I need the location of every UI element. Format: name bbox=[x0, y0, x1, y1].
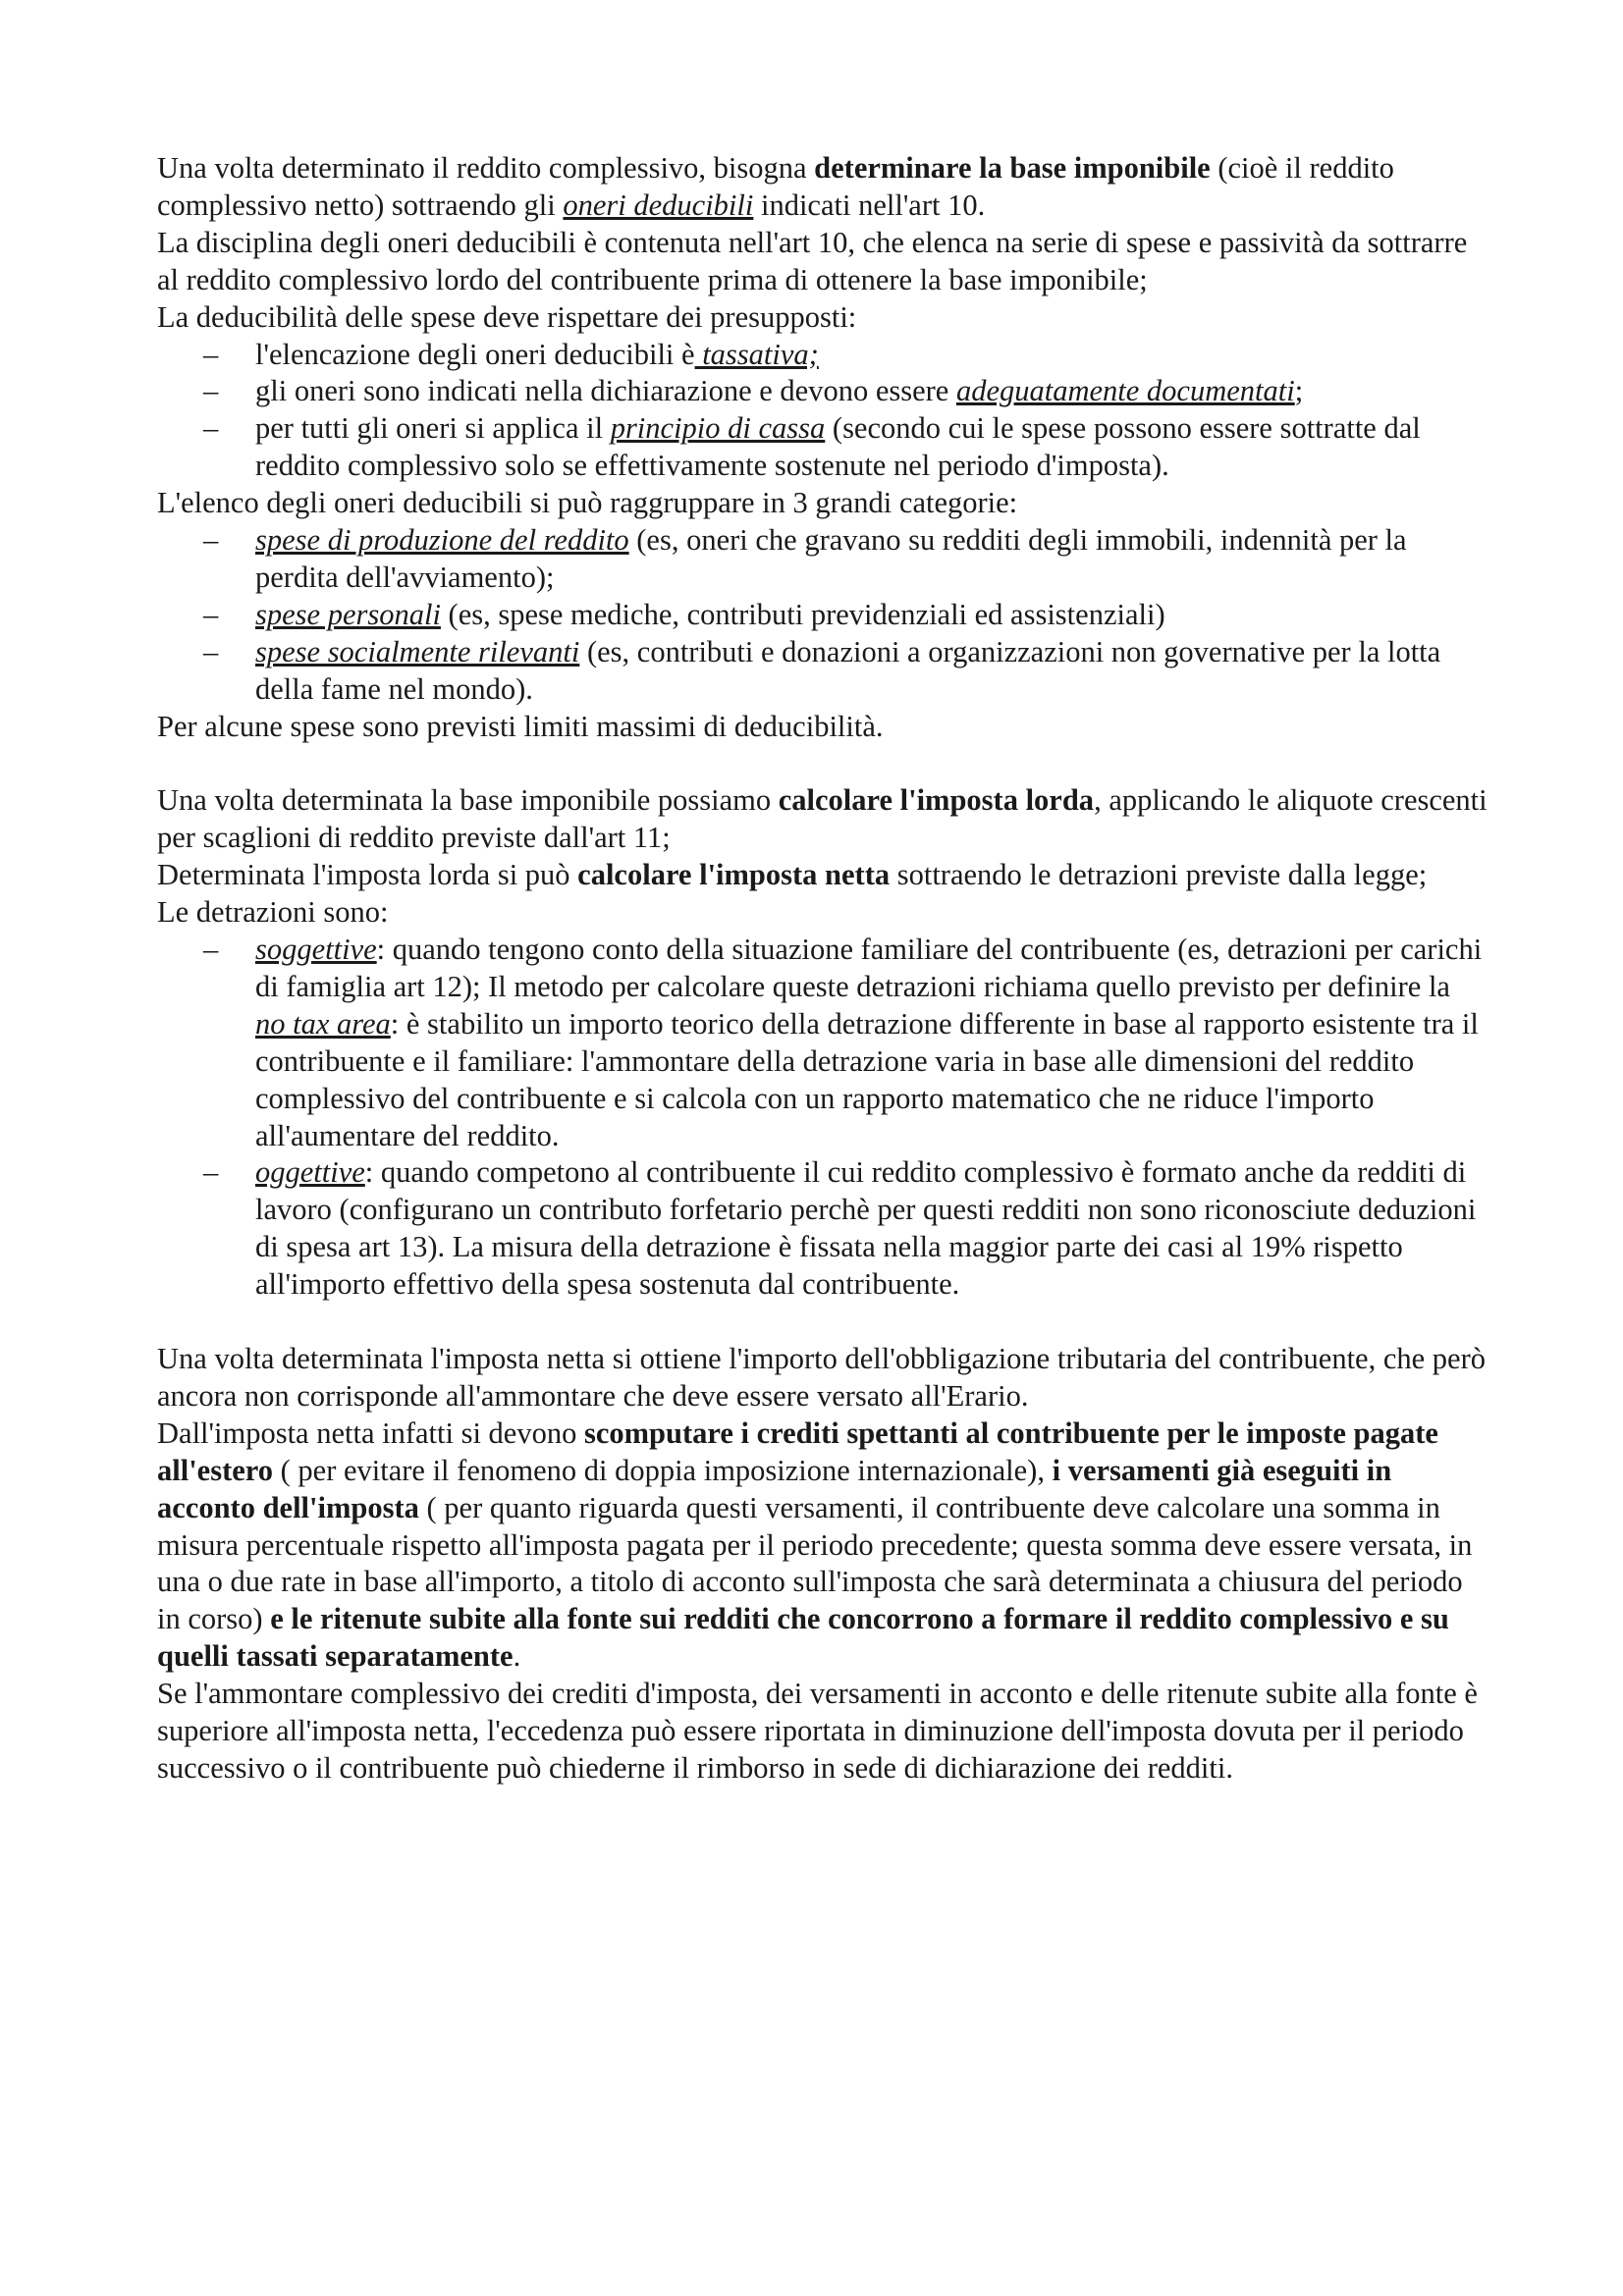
text: (es, contributi e donazioni a organizzazioni non governative per la lotta della fame nel mondo). bbox=[255, 634, 1441, 706]
emphasis-text: principio di cassa bbox=[610, 411, 826, 446]
text: gli oneri sono indicati nella dichiarazione e devono essere bbox=[255, 374, 956, 408]
bold-text: e le ritenute subite alla fonte sui redditi che concorrono a formare il reddito complessivo e su quelli tassati separatamente bbox=[157, 1602, 1449, 1674]
text: indicati nell'art 10. bbox=[753, 187, 986, 222]
text: : quando competono al contribuente il cui reddito complessivo è formato anche da redditi di lavoro (configurano un contributo forfetario perchè per questi redditi non sono riconosciute deduzioni di spesa art 13). La misura della detrazione è fissata nella maggior parte dei casi al 19% rispetto all'importo effettivo della spesa sostenuta dal contribuente. bbox=[255, 1155, 1477, 1302]
bold-text: calcolare l'imposta netta bbox=[577, 858, 891, 892]
text: ( per quanto riguarda questi versamenti, il contribuente deve calcolare una somma in misura percentuale rispetto all'imposta pagata per il periodo precedente; questa somma deve essere versata, in una o due rate in base all'importo, a titolo di acconto sull'imposta che sarà determinata a chiusura del periodo in corso) bbox=[157, 1490, 1473, 1636]
emphasis-text: spese personali bbox=[255, 597, 441, 631]
bullet-dash: – bbox=[203, 597, 219, 631]
text: l'elencazione degli oneri deducibili è bbox=[255, 337, 695, 371]
paragraph-scomputo bbox=[157, 1415, 1488, 1676]
text: . bbox=[513, 1639, 521, 1674]
categorie-list bbox=[157, 522, 1488, 709]
emphasis-text: oneri deducibili bbox=[563, 187, 754, 222]
text: , applicando le aliquote crescenti per scaglioni di reddito previste dall'art 11; bbox=[157, 783, 1488, 855]
document-page bbox=[157, 150, 1488, 1788]
text: : quando tengono conto della situazione familiare del contribuente (es, detrazioni per carichi di famiglia art 12); Il metodo per calcolare queste detrazioni richiama quello previsto per definire la bbox=[255, 933, 1483, 1003]
text: (es, oneri che gravano su redditi degli immobili, indennità per la perdita dell'avviamento); bbox=[255, 523, 1407, 594]
text: Una volta determinato il reddito complessivo, bisogna bbox=[157, 151, 815, 185]
paragraph-limiti: Per alcune spese sono previsti limiti massimi di deducibilità. bbox=[157, 709, 884, 743]
text: (secondo cui le spese possono essere sottratte dal reddito complessivo solo se effettivamente sostenute nel periodo d'imposta). bbox=[255, 411, 1421, 483]
bullet-dash: – bbox=[203, 523, 219, 558]
emphasis-text: soggettive bbox=[255, 933, 377, 967]
presupposti-list bbox=[157, 337, 1488, 486]
bullet-dash: – bbox=[203, 634, 219, 668]
paragraph-imposta-lorda bbox=[157, 782, 1488, 857]
text: sottraendo le detrazioni previste dalla legge; bbox=[890, 858, 1428, 892]
bullet-dash: – bbox=[203, 1155, 219, 1190]
paragraph-spacer bbox=[157, 746, 1488, 783]
text: per tutti gli oneri si applica il bbox=[255, 411, 611, 446]
text: Una volta determinata la base imponibile possiamo bbox=[157, 783, 779, 818]
paragraph-disciplina: La disciplina degli oneri deducibili è contenuta nell'art 10, che elenca na serie di spese e passività da sottrarre al reddito complessivo lordo del contribuente prima di ottenere la base imponibile; bbox=[157, 225, 1468, 296]
emphasis-text: tassativa; bbox=[694, 337, 819, 371]
list-item bbox=[157, 410, 1488, 485]
list-item bbox=[157, 522, 1488, 597]
paragraph-obbligazione: Una volta determinata l'imposta netta si ottiene l'importo dell'obbligazione tributaria del contribuente, che però ancora non corrisponde all'ammontare che deve essere versato all'Erario. bbox=[157, 1341, 1486, 1413]
emphasis-text: spese di produzione del reddito bbox=[255, 523, 629, 558]
emphasis-text: oggettive bbox=[255, 1155, 365, 1190]
paragraph-imposta-netta bbox=[157, 857, 1488, 894]
paragraph-eccedenza: Se l'ammontare complessivo dei crediti d'imposta, dei versamenti in acconto e delle ritenute subite alla fonte è superiore all'imposta netta, l'eccedenza può essere riportata in diminuzione dell'imposta dovuta per il periodo successivo o il contribuente può chiederne il rimborso in sede di dichiarazione dei redditi. bbox=[157, 1677, 1478, 1785]
bullet-dash: – bbox=[203, 933, 219, 967]
detrazioni-list bbox=[157, 932, 1488, 1304]
list-item bbox=[157, 597, 1488, 634]
list-item bbox=[157, 932, 1488, 1154]
list-item bbox=[157, 337, 1488, 374]
list-item bbox=[157, 634, 1488, 709]
bullet-dash: – bbox=[203, 411, 219, 446]
list-item bbox=[157, 1154, 1488, 1304]
paragraph-spacer bbox=[157, 1304, 1488, 1341]
bold-text: determinare la base imponibile bbox=[814, 151, 1211, 185]
bold-text: i versamenti già eseguiti in acconto dell'imposta bbox=[157, 1453, 1392, 1524]
emphasis-text: no tax area bbox=[255, 1006, 391, 1041]
bold-text: scomputare i crediti spettanti al contribuente per le imposte pagate all'estero bbox=[157, 1415, 1438, 1487]
paragraph-base-imponibile bbox=[157, 150, 1488, 225]
list-item bbox=[157, 373, 1488, 410]
text: ; bbox=[1294, 374, 1304, 408]
text: (cioè il reddito complessivo netto) sottraendo gli bbox=[157, 151, 1394, 222]
bold-text: calcolare l'imposta lorda bbox=[778, 783, 1095, 818]
paragraph-detrazioni-intro: Le detrazioni sono: bbox=[157, 895, 389, 930]
text: (es, spese mediche, contributi previdenziali ed assistenziali) bbox=[440, 597, 1165, 631]
text: Determinata l'imposta lorda si può bbox=[157, 858, 578, 892]
paragraph-presupposti-intro: La deducibilità delle spese deve rispettare dei presupposti: bbox=[157, 299, 857, 334]
emphasis-text: spese socialmente rilevanti bbox=[255, 634, 580, 668]
bullet-dash: – bbox=[203, 374, 219, 408]
bullet-dash: – bbox=[203, 337, 219, 371]
text: ( per evitare il fenomeno di doppia imposizione internazionale), bbox=[273, 1453, 1053, 1487]
text: Dall'imposta netta infatti si devono bbox=[157, 1415, 584, 1450]
paragraph-categorie-intro: L'elenco degli oneri deducibili si può raggruppare in 3 grandi categorie: bbox=[157, 486, 1018, 520]
emphasis-text: adeguatamente documentati bbox=[955, 374, 1295, 408]
text: : è stabilito un importo teorico della detrazione differente in base al rapporto esistente tra il contribuente e il familiare: l'ammontare della detrazione varia in base alle dimensioni del reddito complessivo del contribuente e si calcola con un rapporto matematico che ne riduce l'importo all'aumentare del reddito. bbox=[255, 1006, 1479, 1152]
